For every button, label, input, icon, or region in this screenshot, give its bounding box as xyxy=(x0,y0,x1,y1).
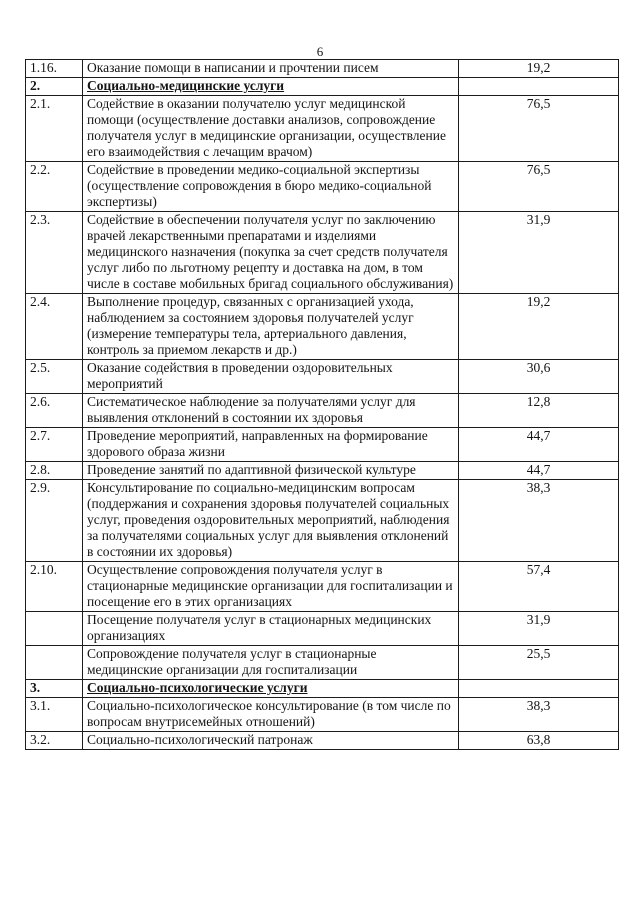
service-name: Сопровождение получателя услуг в стационарные медицинские организации для госпитализации xyxy=(83,646,459,680)
table-row xyxy=(26,732,619,750)
service-name: Содействие в проведении медико-социальной экспертизы (осуществление сопровождения в бюро медико-социальной экспертизы) xyxy=(83,162,459,212)
table-row xyxy=(26,612,619,646)
service-name: Оказание помощи в написании и прочтении писем xyxy=(83,60,459,78)
row-number: 3.2. xyxy=(26,732,83,750)
service-name: Консультирование по социально-медицинским вопросам (поддержания и сохранения здоровья получателей социальных услуг, проведения оздоровительных мероприятий, наблюдения за получателями социальных услуг для выявления отклонений в состоянии их здоровья) xyxy=(83,480,459,562)
row-number: 2.2. xyxy=(26,162,83,212)
service-name: Содействие в обеспечении получателя услуг по заключению врачей лекарственными препаратами и изделиями медицинского назначения (покупка за счет средств получателя услуг либо по льготному рецепту и доставка на дом, в том числе в составе мобильных бригад социального обслуживания) xyxy=(83,212,459,294)
service-value xyxy=(459,78,619,96)
row-number: 2.10. xyxy=(26,562,83,612)
services-table-body xyxy=(26,60,619,750)
table-row xyxy=(26,162,619,212)
table-row xyxy=(26,462,619,480)
service-value: 76,5 xyxy=(459,162,619,212)
section-row xyxy=(26,680,619,698)
table-row xyxy=(26,480,619,562)
row-number xyxy=(26,646,83,680)
service-value: 25,5 xyxy=(459,646,619,680)
page-number: 6 xyxy=(316,44,324,59)
service-name: Выполнение процедур, связанных с организацией ухода, наблюдением за состоянием здоровья получателей услуг (измерение температуры тела, артериального давления, контроль за приемом лекарств и др.) xyxy=(83,294,459,360)
row-number: 2.7. xyxy=(26,428,83,462)
row-number: 2.3. xyxy=(26,212,83,294)
service-value: 44,7 xyxy=(459,462,619,480)
row-number: 2. xyxy=(26,78,83,96)
table-row xyxy=(26,646,619,680)
service-value xyxy=(459,680,619,698)
row-number: 3.1. xyxy=(26,698,83,732)
service-value: 19,2 xyxy=(459,294,619,360)
table-row xyxy=(26,428,619,462)
service-value: 38,3 xyxy=(459,480,619,562)
section-title: Социально-психологические услуги xyxy=(83,680,459,698)
service-value: 31,9 xyxy=(459,612,619,646)
section-row xyxy=(26,78,619,96)
service-value: 19,2 xyxy=(459,60,619,78)
row-number: 2.5. xyxy=(26,360,83,394)
service-name: Оказание содействия в проведении оздоровительных мероприятий xyxy=(83,360,459,394)
row-number: 2.6. xyxy=(26,394,83,428)
table-row xyxy=(26,360,619,394)
table-row xyxy=(26,562,619,612)
row-number: 2.9. xyxy=(26,480,83,562)
service-value: 57,4 xyxy=(459,562,619,612)
row-number: 3. xyxy=(26,680,83,698)
service-value: 31,9 xyxy=(459,212,619,294)
section-title: Социально-медицинские услуги xyxy=(83,78,459,96)
service-name: Содействие в оказании получателю услуг медицинской помощи (осуществление доставки анализов, сопровождение получателя услуг в медицинские организации, осуществление его взаимодействия с лечащим врачом) xyxy=(83,96,459,162)
service-name: Проведение занятий по адаптивной физической культуре xyxy=(83,462,459,480)
row-number: 1.16. xyxy=(26,60,83,78)
service-value: 38,3 xyxy=(459,698,619,732)
service-name: Социально-психологический патронаж xyxy=(83,732,459,750)
service-name: Социально-психологическое консультирование (в том числе по вопросам внутрисемейных отношений) xyxy=(83,698,459,732)
service-name: Систематическое наблюдение за получателями услуг для выявления отклонений в состоянии их здоровья xyxy=(83,394,459,428)
row-number: 2.4. xyxy=(26,294,83,360)
table-row xyxy=(26,294,619,360)
row-number: 2.8. xyxy=(26,462,83,480)
service-value: 44,7 xyxy=(459,428,619,462)
services-table xyxy=(25,59,619,750)
service-name: Осуществление сопровождения получателя услуг в стационарные медицинские организации для госпитализации и посещение его в этих организациях xyxy=(83,562,459,612)
row-number: 2.1. xyxy=(26,96,83,162)
service-name: Посещение получателя услуг в стационарных медицинских организациях xyxy=(83,612,459,646)
table-row xyxy=(26,96,619,162)
service-value: 76,5 xyxy=(459,96,619,162)
service-value: 30,6 xyxy=(459,360,619,394)
row-number xyxy=(26,612,83,646)
service-value: 12,8 xyxy=(459,394,619,428)
table-row xyxy=(26,698,619,732)
service-name: Проведение мероприятий, направленных на формирование здорового образа жизни xyxy=(83,428,459,462)
table-row xyxy=(26,60,619,78)
table-row xyxy=(26,212,619,294)
table-row xyxy=(26,394,619,428)
service-value: 63,8 xyxy=(459,732,619,750)
